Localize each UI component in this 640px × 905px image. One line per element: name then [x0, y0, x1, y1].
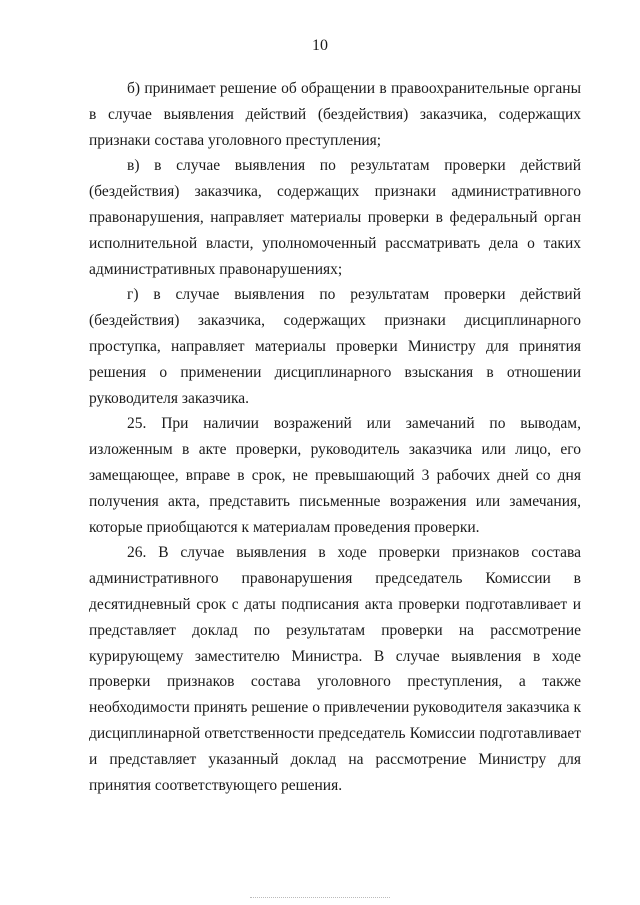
paragraph-26: 26. В случае выявления в ходе проверки признаков состава административного правонарушения председатель Комиссии в десятидневный срок с даты подписания акта проверки подготавливает и представляет доклад по результатам проверки на рассмотрение курирующему заместителю Министра. В случае выявления в ходе проверки признаков состава уголовного преступления, а также необходимости принять решение о привлечении руководителя заказчика к дисциплинарной ответственности председатель Комиссии подготавливает и представляет указанный доклад на рассмотрение Министру для принятия соответствующего решения.	[89, 544, 581, 794]
paragraph-v: в) в случае выявления по результатам проверки действий (бездействия) заказчика, содержащих признаки административного правонарушения, направляет материалы проверки в федеральный орган исполнительной власти, уполномоченный рассматривать дела о таких административных правонарушениях;	[89, 157, 581, 278]
paragraph-g: г) в случае выявления по результатам проверки действий (бездействия) заказчика, содержащих признаки дисциплинарного проступка, направляет материалы проверки Министру для принятия решения о применении дисциплинарного взыскания в отношении руководителя заказчика.	[89, 286, 581, 407]
page-number: 10	[312, 37, 328, 54]
scan-artifact-line	[250, 897, 390, 899]
document-body	[89, 76, 581, 798]
paragraph-25: 25. При наличии возражений или замечаний по выводам, изложенным в акте проверки, руководитель заказчика или лицо, его замещающее, вправе в срок, не превышающий 3 рабочих дней со дня получения акта, представить письменные возражения или замечания, которые приобщаются к материалам проведения проверки.	[89, 415, 581, 536]
paragraph-b: б) принимает решение об обращении в правоохранительные органы в случае выявления действий (бездействия) заказчика, содержащих признаки состава уголовного преступления;	[89, 80, 581, 149]
